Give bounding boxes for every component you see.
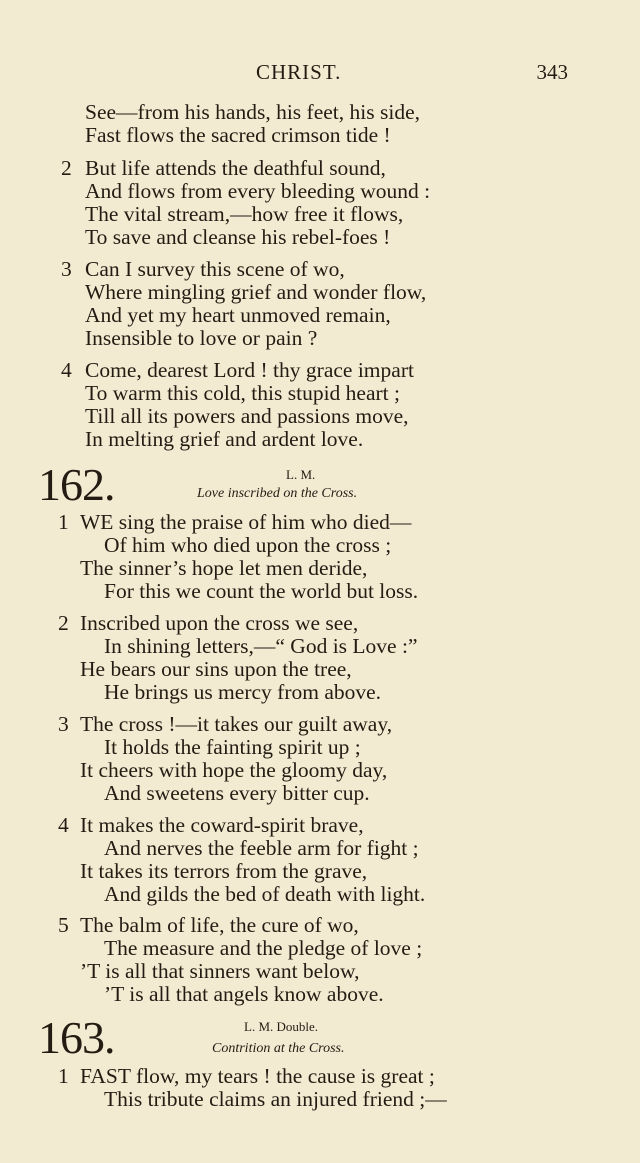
verse-line: He bears our sins upon the tree, <box>80 657 352 681</box>
verse-line: To save and cleanse his rebel-foes ! <box>85 225 391 249</box>
verse-line: He brings us mercy from above. <box>104 680 382 704</box>
verse-line: And sweetens every bitter cup. <box>104 781 370 805</box>
verse-line: It takes its terrors from the grave, <box>80 859 368 883</box>
verse-line: To warm this cold, this stupid heart ; <box>85 381 400 405</box>
stanza-number: 3 <box>61 257 72 281</box>
verse-line: But life attends the deathful sound, <box>85 156 386 180</box>
hymn-subject: Contrition at the Cross. <box>212 1041 345 1056</box>
hymn-number: 162. <box>38 459 115 510</box>
page-number: 343 <box>536 60 568 84</box>
verse-line: The cross !—it takes our guilt away, <box>80 712 393 736</box>
verse-line: Of him who died upon the cross ; <box>104 533 392 557</box>
verse-line: Insensible to love or pain ? <box>85 326 318 350</box>
hymn-subject: Love inscribed on the Cross. <box>197 486 358 501</box>
page-header <box>0 58 640 92</box>
verse-line: FAST flow, my tears ! the cause is great ; <box>80 1064 435 1088</box>
stanza-number: 1 <box>58 1064 69 1088</box>
verse-line: See—from his hands, his feet, his side, <box>85 100 420 124</box>
verse-line: Can I survey this scene of wo, <box>85 257 345 281</box>
verse-line: And flows from every bleeding wound : <box>85 179 431 203</box>
hymn-meter: L. M. <box>286 467 316 482</box>
verse-line: The balm of life, the cure of wo, <box>80 913 359 937</box>
verse-line: Till all its powers and passions move, <box>85 404 409 428</box>
verse-line: ’T is all that angels know above. <box>104 982 384 1006</box>
verse-line: The sinner’s hope let men deride, <box>80 556 368 580</box>
stanza-number: 2 <box>58 611 69 635</box>
verse-line: Fast flows the sacred crimson tide ! <box>85 123 391 147</box>
verse-line: It cheers with hope the gloomy day, <box>80 758 388 782</box>
verse-line: And nerves the feeble arm for fight ; <box>104 836 419 860</box>
verse-line: For this we count the world but loss. <box>104 579 419 603</box>
verse-line: In melting grief and ardent love. <box>85 427 364 451</box>
verse-line: It holds the fainting spirit up ; <box>104 735 361 759</box>
verse-line: In shining letters,—“ God is Love :” <box>104 634 418 658</box>
hymn-number: 163. <box>38 1012 115 1063</box>
verse-line: Come, dearest Lord ! thy grace impart <box>85 358 414 382</box>
verse-line: The vital stream,—how free it flows, <box>85 202 404 226</box>
stanza-number: 1 <box>58 510 69 534</box>
running-title: CHRIST. <box>256 60 342 84</box>
stanza-number: 3 <box>58 712 69 736</box>
verse-line: And gilds the bed of death with light. <box>104 882 426 906</box>
verse-line: The measure and the pledge of love ; <box>104 936 423 960</box>
stanza-number: 4 <box>61 358 72 382</box>
verse-line: WE sing the praise of him who died— <box>80 510 412 534</box>
stanza-number: 2 <box>61 156 72 180</box>
stanza-number: 4 <box>58 813 69 837</box>
verse-line: And yet my heart unmoved remain, <box>85 303 391 327</box>
verse-line: ’T is all that sinners want below, <box>80 959 360 983</box>
hymn-meter: L. M. Double. <box>244 1019 319 1034</box>
stanza-number: 5 <box>58 913 69 937</box>
verse-line: Where mingling grief and wonder flow, <box>85 280 427 304</box>
verse-line: It makes the coward-spirit brave, <box>80 813 364 837</box>
verse-line: Inscribed upon the cross we see, <box>80 611 359 635</box>
verse-line: This tribute claims an injured friend ;— <box>104 1087 447 1111</box>
